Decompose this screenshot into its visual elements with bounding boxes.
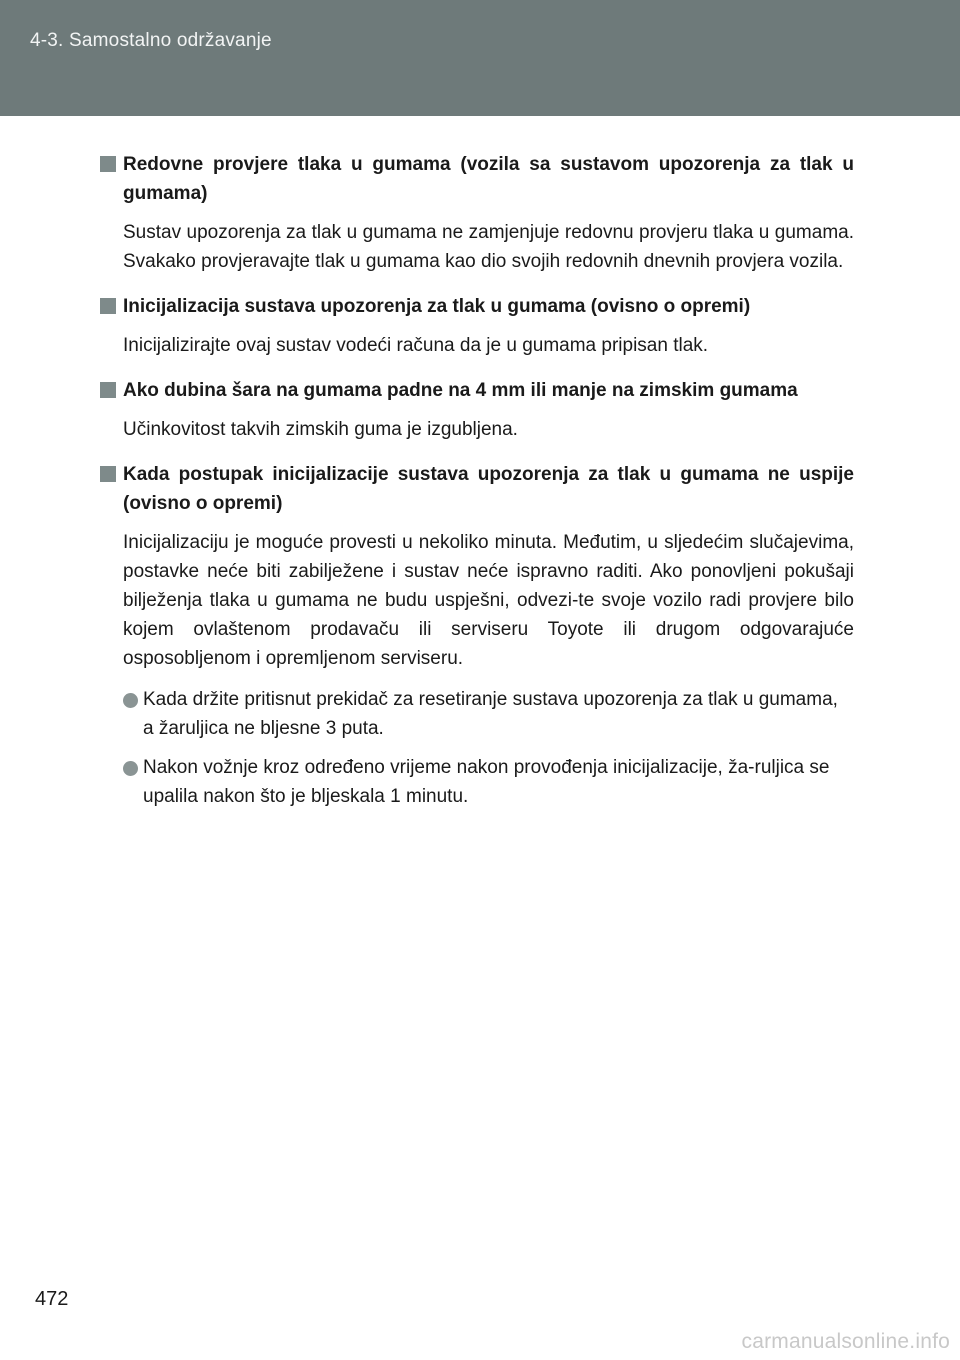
header-bar (0, 0, 960, 116)
list-item: Kada držite pritisnut prekidač za resetiranje sustava upozorenja za tlak u gumama, a žaruljica ne bljesne 3 puta. (100, 685, 854, 743)
section-title: 4-3. Samostalno održavanje (30, 30, 272, 51)
square-bullet-icon (100, 382, 116, 398)
section-initialization (100, 292, 854, 360)
section-tire-pressure-checks (100, 150, 854, 276)
bullet-list (100, 685, 854, 811)
section-paragraph: Inicijalizirajte ovaj sustav vodeći računa da je u gumama pripisan tlak. (123, 335, 709, 356)
square-bullet-icon (100, 156, 116, 172)
section-paragraph: Sustav upozorenja za tlak u gumama ne zamjenjuje redovnu provjeru tlaka u gumama. Svakako provjeravajte tlak u gumama kao dio svojih redovnih dnevnih provjera vozila. (123, 222, 854, 272)
square-bullet-icon (100, 466, 116, 482)
circle-bullet-icon (123, 761, 138, 776)
list-item: Nakon vožnje kroz određeno vrijeme nakon provođenja inicijalizacije, ža-ruljica se upalila nakon što je bljeskala 1 minutu. (100, 753, 854, 811)
section-winter-tread-depth (100, 376, 854, 444)
circle-bullet-icon (123, 693, 138, 708)
section-heading: Inicijalizacija sustava upozorenja za tlak u gumama (ovisno o opremi) (100, 292, 854, 321)
manual-content (100, 150, 854, 827)
page-number: 472 (35, 1288, 69, 1310)
square-bullet-icon (100, 298, 116, 314)
section-paragraph: Inicijalizaciju je moguće provesti u nekoliko minuta. Međutim, u sljedećim slučajevima, postavke neće biti zabilježene i sustav neće ispravno raditi. Ako ponovljeni pokušaji bilježenja tlaka u gumama ne budu uspješni, odvezi-te svoje vozilo radi provjere bilo kojem ovlaštenom prodavaču ili serviseru Toyote ili drugom odgovarajuće osposobljenom i opremljenom serviseru. (123, 532, 854, 669)
section-heading: Redovne provjere tlaka u gumama (vozila sa sustavom upozorenja za tlak u gumama) (100, 150, 854, 208)
section-paragraph: Učinkovitost takvih zimskih guma je izgubljena. (123, 419, 518, 440)
section-initialization-failure (100, 460, 854, 811)
section-heading: Kada postupak inicijalizacije sustava upozorenja za tlak u gumama ne uspije (ovisno o opremi) (100, 460, 854, 518)
section-heading: Ako dubina šara na gumama padne na 4 mm ili manje na zimskim gumama (100, 376, 854, 405)
watermark: carmanualsonline.info (741, 1330, 950, 1353)
